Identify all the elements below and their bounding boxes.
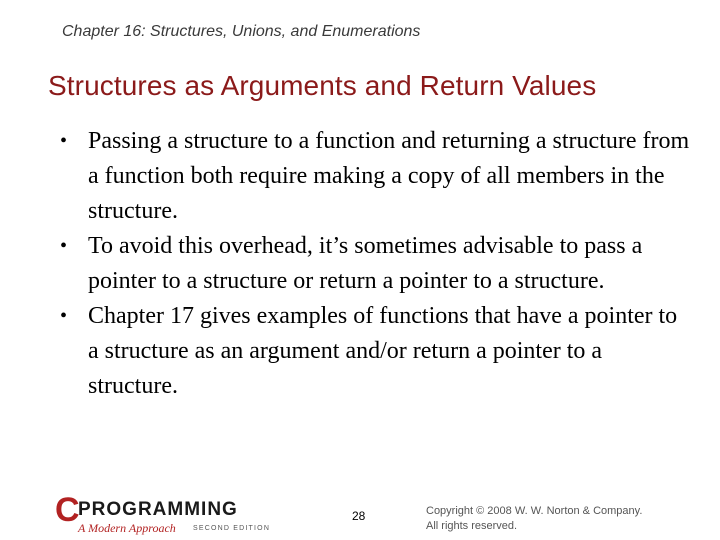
copyright-line-1: Copyright © 2008 W. W. Norton & Company. bbox=[426, 505, 643, 517]
bullet-item bbox=[60, 229, 690, 299]
logo-letter: C bbox=[55, 491, 80, 529]
copyright-line-2: All rights reserved. bbox=[426, 520, 518, 532]
bullet-text: To avoid this overhead, it’s sometimes advisable to pass a pointer to a structure or return a pointer to a structure. bbox=[88, 233, 643, 294]
bullet-text: Passing a structure to a function and returning a structure from a function both require making a copy of all members in the structure. bbox=[88, 128, 690, 224]
bullet-dot: • bbox=[60, 235, 68, 257]
copyright-notice bbox=[426, 504, 642, 534]
book-logo bbox=[55, 491, 271, 540]
bullet-list bbox=[60, 124, 690, 404]
logo-subtitle: A Modern Approach bbox=[78, 521, 176, 535]
slide-title: Structures as Arguments and Return Values bbox=[48, 70, 597, 101]
bullet-item bbox=[60, 299, 690, 404]
page-number: 28 bbox=[352, 509, 366, 523]
logo-edition: SECOND EDITION bbox=[193, 525, 271, 532]
bullet-dot: • bbox=[60, 305, 68, 327]
bullet-text: Chapter 17 gives examples of functions that have a pointer to a structure as an argument and/or return a pointer to a structure. bbox=[88, 303, 678, 399]
bullet-item bbox=[60, 124, 690, 229]
logo-word: PROGRAMMING bbox=[78, 499, 238, 520]
chapter-header: Chapter 16: Structures, Unions, and Enumerations bbox=[62, 23, 421, 40]
bullet-dot: • bbox=[60, 130, 68, 152]
